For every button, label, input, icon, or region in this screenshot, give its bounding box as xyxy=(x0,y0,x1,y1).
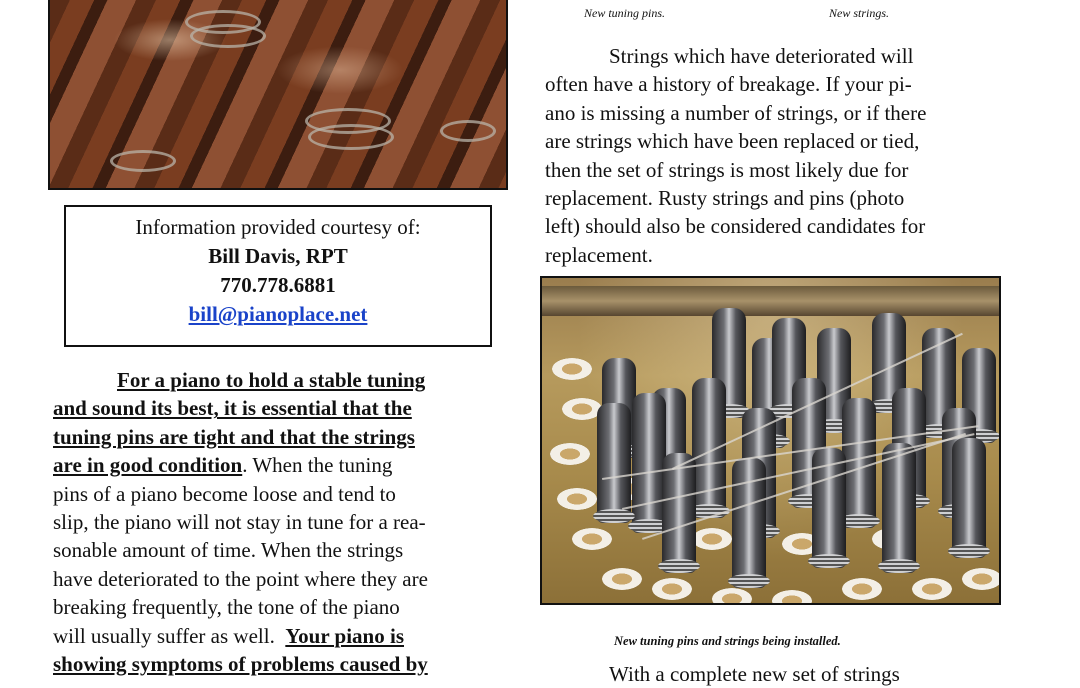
body-text: replacement. xyxy=(545,242,653,267)
body-text: pins of a piano become loose and tend to xyxy=(53,481,396,506)
emphasis-text: showing symptoms of problems caused by xyxy=(53,652,428,677)
contact-email-link[interactable]: bill@pianoplace.net xyxy=(188,302,368,326)
caption-new-tuning-pins: New tuning pins. xyxy=(584,6,666,20)
body-text: slip, the piano will not stay in tune for a rea- xyxy=(53,510,426,535)
emphasis-text: tuning pins are tight and that the strings xyxy=(53,424,415,449)
body-text: replacement. Rusty strings and pins (photo xyxy=(545,186,905,211)
emphasis-text: are in good condition xyxy=(53,453,243,478)
contact-info-box xyxy=(64,205,492,347)
caption-installed: New tuning pins and strings being installed. xyxy=(614,634,841,648)
contact-name: Bill Davis, RPT xyxy=(208,244,348,268)
body-text: . When the tuning xyxy=(242,453,393,478)
emphasis-text: and sound its best, it is essential that the xyxy=(53,396,412,421)
body-text: will usually suffer as well. xyxy=(53,623,286,648)
body-text: sonable amount of time. When the strings xyxy=(53,538,404,563)
emphasis-text: Your piano is xyxy=(285,623,404,648)
body-text: breaking frequently, the tone of the piano xyxy=(53,595,400,620)
body-text: ano is missing a number of strings, or if there xyxy=(545,100,927,125)
body-text: left) should also be considered candidates for xyxy=(545,214,926,239)
rusty-pins-photo xyxy=(48,0,508,190)
emphasis-text: For a piano to hold a stable tuning xyxy=(117,368,426,392)
body-text: are strings which have been replaced or tied, xyxy=(545,129,920,154)
cut-off-text: With a complete new set of strings xyxy=(609,662,900,686)
right-column-paragraph xyxy=(545,42,1000,269)
body-text: often have a history of breakage. If your pi- xyxy=(545,72,912,97)
courtesy-label: Information provided courtesy of: xyxy=(135,215,421,239)
body-text: have deteriorated to the point where they are xyxy=(53,566,428,591)
caption-new-strings: New strings. xyxy=(829,6,890,20)
new-pins-photo xyxy=(540,276,1001,605)
body-text: Strings which have deteriorated will xyxy=(609,44,914,68)
left-column-paragraph xyxy=(53,366,498,678)
body-text: then the set of strings is most likely due for xyxy=(545,157,909,182)
contact-phone: 770.778.6881 xyxy=(220,273,336,297)
